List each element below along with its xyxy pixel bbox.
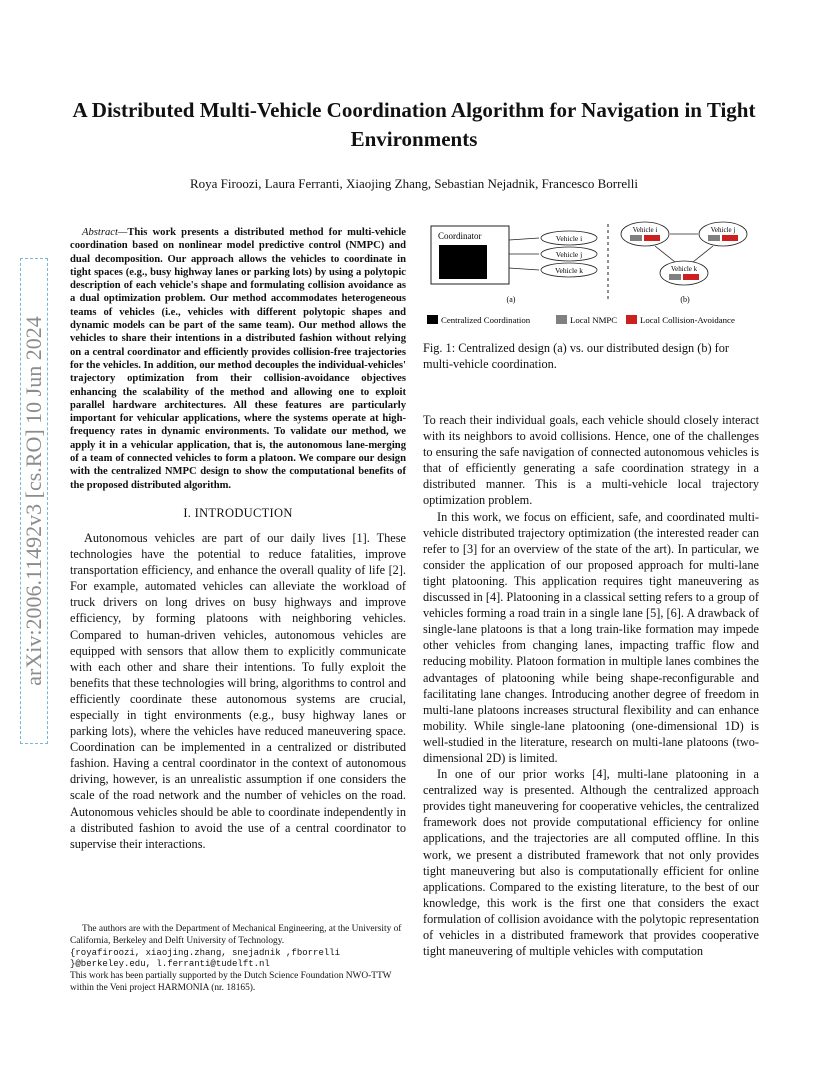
legend-label-collision: Local Collision-Avoidance	[640, 315, 735, 325]
footnote-funding: This work has been partially supported by the Dutch Science Foundation NWO-TTW within the Veni project HARMONIA (nr. 18165).	[70, 971, 392, 993]
left-column	[70, 226, 406, 852]
abstract	[70, 226, 406, 492]
paper-title: A Distributed Multi-Vehicle Coordination Algorithm for Navigation in Tight Environments	[72, 98, 756, 151]
arxiv-identifier: arXiv:2006.11492v3 [cs.RO] 10 Jun 2024	[21, 316, 46, 686]
figure-caption: Fig. 1: Centralized design (a) vs. our distributed design (b) for multi-vehicle coordination.	[423, 341, 729, 371]
legend-swatch-centralized	[427, 315, 438, 324]
footnote-affiliation: The authors are with the Department of Mechanical Engineering, at the University of California, Berkeley and Delft University of Technology.	[70, 924, 402, 946]
arxiv-identifier-stamp	[20, 258, 48, 744]
panel-b-label: (b)	[680, 295, 690, 304]
footnote	[70, 924, 406, 995]
author-list: Roya Firoozi, Laura Ferranti, Xiaojing Zhang, Sebastian Nejadnik, Francesco Borrelli	[189, 176, 639, 191]
legend-swatch-collision	[626, 315, 637, 324]
vehicle-k-label-b: Vehicle k	[670, 265, 698, 273]
abstract-text: This work presents a distributed method for multi-vehicle coordination based on nonlinear model predictive control (NMPC) and dual decomposition. Our approach allows the vehicles to coordinate in tight spaces (e.g., busy highway lanes or parking lots) by using a polytopic description of each vehicle's shape and formulating collision avoidance as a dual optimization problem. Our method accommodates heterogeneous teams of vehicles (i.e., vehicles with different polytopic shapes and dynamic models can be part of the same team). Our method allows the vehicles to share their intentions in a distributed fashion without relying on a central coordinator and efficiently provides collision-free trajectories for the vehicles. In addition, our method decouples the individual-vehicles' trajectory optimization from their collision-avoidance objectives enhancing the scalability of the method and allowing one to exploit parallel hardware architectures. All these features are particularly important for vehicular applications, where the systems operate at high-frequency rates in dynamic environments. To validate our method, we apply it in a vehicular application, that is, the autonomous lane-merging of a team of connected vehicles to form a platoon. We compare our design with the centralized NMPC design to show the computational benefits of the proposed distributed algorithm.	[70, 227, 406, 491]
legend-label-nmpc: Local NMPC	[570, 315, 618, 325]
vehicle-k-label-a: Vehicle k	[554, 266, 584, 275]
right-column	[423, 220, 759, 959]
legend-swatch-nmpc	[556, 315, 567, 324]
centralized-block	[439, 245, 487, 279]
body-paragraph-2: In this work, we focus on efficient, safe, and coordinated multi-vehicle distributed trajectory optimization (the interested reader can refer to [3] for an overview of the state of the art). In particular, we consider the application of our proposed approach for multi-lane tight platooning. This application requires tight maneuvering as discussed in [4]. Platooning in a classical setting refers to a group of vehicles forming a road train in a single lane [5], [6]. A drawback of single-lane platoons is that a long train-like formation may impede other vehicles from changing lanes, impacting traffic flow and reducing mobility. Platoon formation in multiple lanes combines the advantages of platooning while being shape-reconfigurable and facilitating lane changes. Introducing another degree of freedom in multi-lane platoons increases structural flexibility and can enhance mobility. While single-lane platooning (one-dimensional 1D) is well-studied in the literature, research on multi-lane platoons (two-dimensional 2D) is limited.	[423, 509, 759, 765]
vehicle-i-label-a: Vehicle i	[555, 234, 583, 243]
coordinator-label: Coordinator	[438, 231, 482, 241]
vehicle-j-label-b: Vehicle j	[710, 226, 736, 234]
panel-a-label: (a)	[506, 295, 516, 304]
abstract-lead: Abstract—	[82, 227, 128, 238]
figure-diagram	[423, 220, 759, 332]
legend-label-centralized: Centralized Coordination	[441, 315, 531, 325]
vehicle-j-label-a: Vehicle j	[555, 250, 583, 259]
body-paragraph-1: To reach their individual goals, each vehicle should closely interact with its neighbors to avoid collisions. Hence, one of the challenges to ensuring the safe navigation of connected autonomous vehicles is that of efficiently generating a safe coordination strategy in a distributed manner. This is a multi-vehicle local trajectory optimization problem.	[423, 413, 759, 508]
footnote-emails: {royafiroozi, xiaojing.zhang, snejadnik ,fborrelli }@berkeley.edu, l.ferranti@tudelft.nl	[70, 947, 341, 970]
figure-1	[423, 220, 759, 332]
vehicle-i-label-b: Vehicle i	[632, 226, 658, 234]
section-heading-introduction: I. INTRODUCTION	[183, 505, 293, 520]
body-paragraph-3: In one of our prior works [4], multi-lane platooning in a centralized way is presented. Although the centralized approach provides tight maneuvering for cooperative vehicles, the centralized framework does not provide computational efficiency for online applications, and the trajectories are all computed offline. In this work, we present a distributed framework that not only provides tight maneuvering but also is computationally efficient for online applications. Compared to the existing literature, to the best of our knowledge, this work is the first one that considers the exact formulation of collision avoidance with the polytopic representation of vehicles in a distributed framework that provides cooperative tight maneuvering of multiple vehicles with computation	[423, 767, 759, 959]
intro-paragraph: Autonomous vehicles are part of our daily lives [1]. These technologies have the potential to reduce fatalities, improve transportation efficiency, and enhance the overall quality of life [2]. For example, automated vehicles can alleviate the workload of truck drivers on long drives on busy highways and improve efficiency, by forming platoons with neighboring vehicles. Compared to human-driven vehicles, autonomous vehicles are equipped with sensors that allow them to explicitly communicate with each other and share their intentions. To fully exploit the benefits that these technologies will bring, algorithms to control and efficiently coordinate these autonomous systems are crucial, especially in tight environments (e.g., busy highway lanes or parking lots), where the vehicles have reduced maneuvering space. Coordination can be implemented in a centralized or distributed fashion. Having a central coordinator in the context of autonomous driving, however, is an unrealistic assumption if one considers the scale of the road network and the number of vehicles on the road. Autonomous vehicles should be able to coordinate independently in a distributed fashion to avoid the use of a central coordinator to supervise their interactions.	[70, 530, 406, 851]
